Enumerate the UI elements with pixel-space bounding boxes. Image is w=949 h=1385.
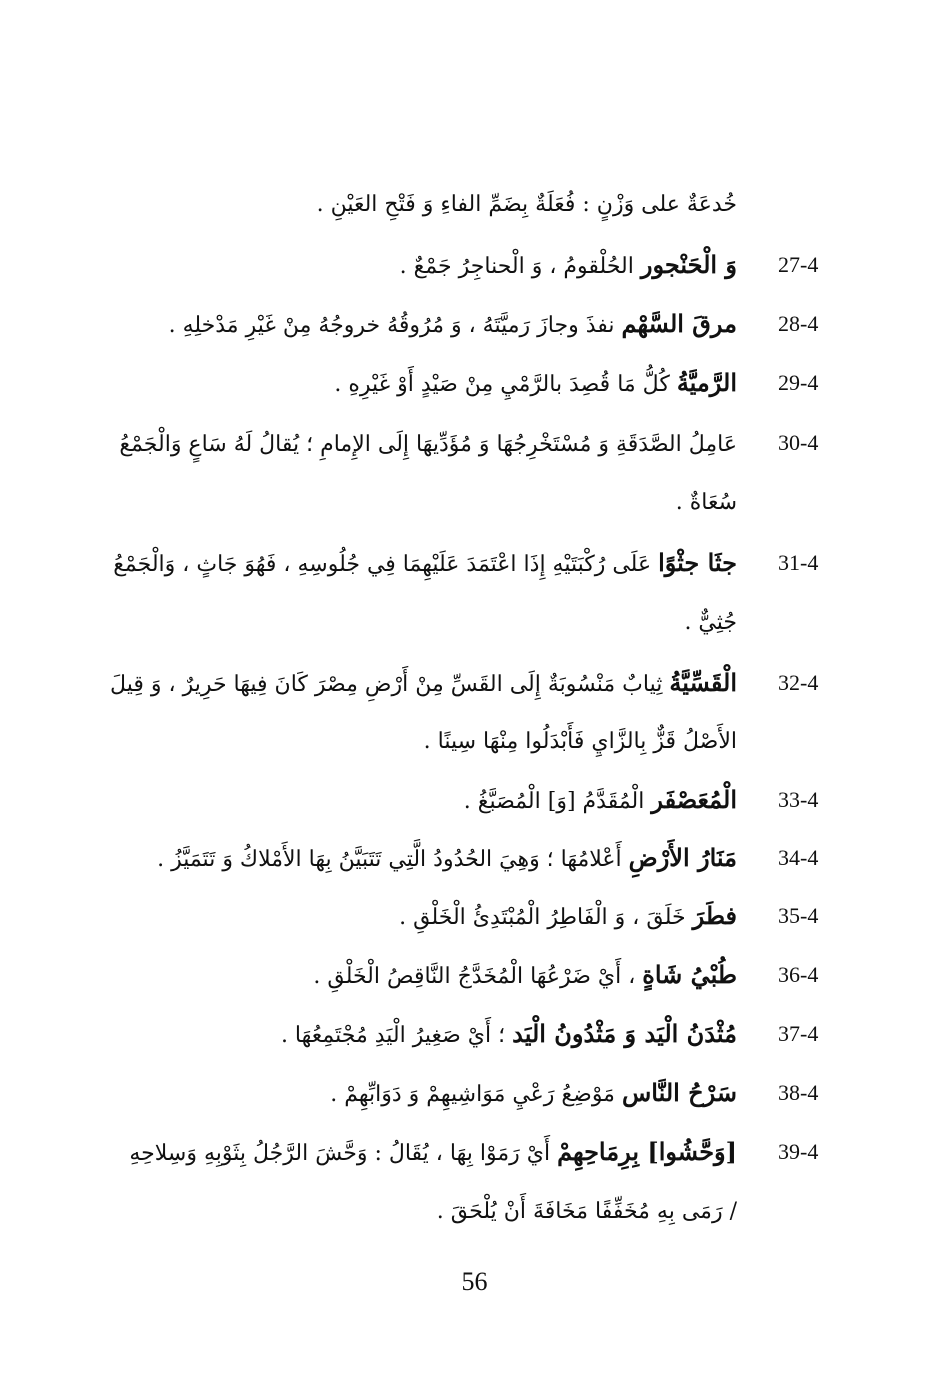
entry-term: مرقَ السَّهْم xyxy=(621,309,737,338)
entry-text xyxy=(334,358,737,408)
entry-definition: الحُلْقومُ ، وَ الْحناجِرُ جَمْعٌ . xyxy=(399,254,634,279)
page-number: 56 xyxy=(461,1267,488,1296)
entry-34 xyxy=(0,833,949,883)
entry-definition: الْمُقَدَّمُ [وَ] الْمُصَبَّغُ . xyxy=(463,789,645,814)
entry-number: 31-4 xyxy=(778,550,819,575)
entry-text xyxy=(464,775,737,825)
entry-term: مَنَارُ الأَرْضِ xyxy=(628,843,737,872)
entry-text xyxy=(157,833,737,883)
entry-text xyxy=(113,538,737,588)
entry-number: 29-4 xyxy=(778,370,819,395)
entry-number: 34-4 xyxy=(778,845,819,870)
entry-definition: كُلُّ مَا قُصِدَ بالرَّمْيِ مِنْ صَيْدٍ أَوْ غَيْرِهِ . xyxy=(334,372,670,397)
entry-number: 38-4 xyxy=(778,1080,819,1105)
entry-number: 32-4 xyxy=(778,670,819,695)
entry-number: 36-4 xyxy=(778,962,819,987)
entry-continuation: الأَصْلُ قَزٌّ بِالزَّايِ فَأَبْدَلُوا مِنْهَا سِينًا . xyxy=(423,729,737,754)
entry-continuation: جُثِيٌّ . xyxy=(684,610,737,635)
entry-term: طُبْيُ شَاةٍ xyxy=(642,960,737,989)
entry-continuation: سُعَاةٌ . xyxy=(675,490,737,515)
entry-31-continued xyxy=(0,598,949,648)
entry-text xyxy=(129,1127,737,1177)
entry-term: الْقَسِّيَّةُ xyxy=(669,668,737,697)
entry-30-continued xyxy=(0,478,949,528)
entry-term: فطَرَ xyxy=(692,901,737,930)
entry-38 xyxy=(0,1068,949,1118)
entry-definition: مَوْضِعُ رَعْيِ مَوَاشِيهِمْ وَ دَوَابِّهِمْ . xyxy=(330,1082,615,1107)
entry-continuation: / رَمَى بِهِ مُخَفِّفًا مَخَافَةَ أَنْ يُلْحَقَ . xyxy=(436,1199,737,1224)
entry-term: جثَا جثْوًا xyxy=(658,548,737,577)
entry-39 xyxy=(0,1127,949,1177)
entry-text xyxy=(399,891,737,941)
entry-text xyxy=(169,299,737,349)
entry-number: 30-4 xyxy=(778,430,819,455)
entry-32 xyxy=(0,658,949,708)
entry-term: مُثْدَنُ الْيَد وَ مَثْدُونُ الْيَد xyxy=(512,1019,737,1048)
entry-definition: ثِيابٌ مَنْسُوبَةٌ إِلَى القَسِّ مِنْ أَرْضِ مِصْرَ كَانَ فِيهَا حَرِيرٌ ، وَ قِيلَ xyxy=(110,672,663,697)
entry-33 xyxy=(0,775,949,825)
entry-36 xyxy=(0,950,949,1000)
entry-28 xyxy=(0,299,949,349)
entry-number: 33-4 xyxy=(778,787,819,812)
entry-number: 35-4 xyxy=(778,903,819,928)
entry-definition: نفذَ وجازَ رَميَّتَهُ ، وَ مُرُوقُهُ خروجُهُ مِنْ غَيْرِ مَدْخلِهِ . xyxy=(168,313,615,338)
entry-definition: ؛ أَيْ صَغِيرُ الْيَدِ مُجْتَمِعُهَا . xyxy=(280,1023,506,1048)
entry-term: سَرْحُ النَّاس xyxy=(621,1078,737,1107)
entry-27 xyxy=(0,240,949,290)
intro-row xyxy=(0,180,949,230)
entry-definition: ، أَيْ ضَرْعُهَا الْمُخَدَّجُ النَّاقِصُ الْخَلْقِ . xyxy=(313,964,636,989)
entry-text xyxy=(110,658,737,708)
entry-number: 39-4 xyxy=(778,1139,819,1164)
entry-30 xyxy=(0,418,949,468)
entry-number: 37-4 xyxy=(778,1021,819,1046)
entry-37 xyxy=(0,1009,949,1059)
entry-definition: أَيْ رَمَوْا بِهَا ، يُقَالُ : وَحَّشَ الرَّجُلُ بِثَوْبِهِ وَسِلاحِهِ xyxy=(129,1141,551,1166)
entry-text xyxy=(330,1068,737,1118)
entry-39-continued xyxy=(0,1187,949,1237)
entry-32-continued xyxy=(0,717,949,767)
entry-term: [وَحَّشُوا] بِرِمَاحِهِمْ xyxy=(557,1137,737,1166)
entry-31 xyxy=(0,538,949,588)
intro-line: خُدعَةٌ على وَزْنٍ : فُعَلَةٌ بِضَمِّ الفاءِ وَ فَتْحِ العَيْنِ . xyxy=(316,192,737,217)
entry-number: 28-4 xyxy=(778,311,819,336)
entry-text xyxy=(281,1009,737,1059)
entry-35 xyxy=(0,891,949,941)
entry-text xyxy=(313,950,737,1000)
entry-term: وَ الْحَنْجور xyxy=(640,250,737,279)
entry-definition: عَلَى رُكْبَتَيْهِ إِذَا اعْتَمَدَ عَلَيْهِمَا فِي جُلُوسِهِ ، فَهُوَ جَاثٍ ، وَالْجَمْعُ xyxy=(113,552,652,577)
entry-term: الْمُعَصْفَر xyxy=(651,785,737,814)
entry-definition: خَلَقَ ، وَ الْفَاطِرُ الْمُبْتَدِئُ الْخَلْقِ . xyxy=(399,905,686,930)
entry-term: الرَّميَّةُ xyxy=(676,368,737,397)
entry-text xyxy=(400,240,737,290)
entry-number: 27-4 xyxy=(778,252,819,277)
entry-29 xyxy=(0,358,949,408)
entry-text xyxy=(119,418,737,468)
entry-definition: أَعْلامُهَا ؛ وَهِيَ الحُدُودُ الَّتِي تَتَبَيَّنُ بِهَا الأَمْلاكُ وَ تَتَمَيَّزُ . xyxy=(157,847,622,872)
entry-definition: عَامِلُ الصَّدَقَةِ وَ مُسْتَخْرِجُهَا وَ مُؤَدِّيهَا إِلَى الإِمامِ ؛ يُقالُ لَهُ سَاعٍ وَالْجَمْعُ xyxy=(119,432,737,457)
